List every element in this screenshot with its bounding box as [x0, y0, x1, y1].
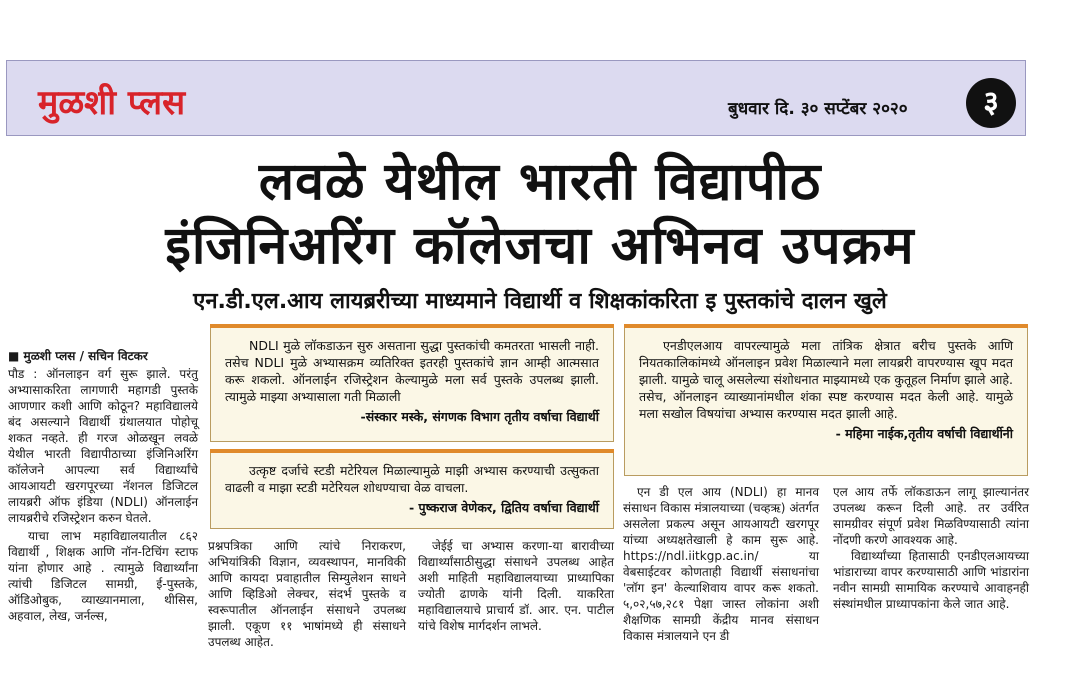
article-column-1 — [8, 348, 198, 626]
quote-text: एनडीएलआय वापरल्यामुळे मला तांत्रिक क्षेत्रात बरीच पुस्तके आणि नियतकालिकांमध्ये ऑनलाइन प्रवेश मिळाल्याने मला लायब्ररी वापरण्यास खूप मदत झाली. यामुळे चालू असलेल्या संशोधनात माझ्यामध्ये एक कुतूहल निर्माण झाले आहे. तसेच, ऑनलाइन व्याख्यानांमधील शंका स्पष्ट करण्यास मदत केली आहे. यामुळे मला सखोल विषयांचा अभ्यास करण्यास मदत झाली आहे. — [639, 338, 1013, 421]
quote-box — [624, 324, 1028, 476]
quote-author: - महिमा नाईक,तृतीय वर्षाची विद्यार्थीनी — [835, 426, 1013, 441]
page-number-badge: ३ — [966, 78, 1016, 128]
quote-author: - पुष्कराज वेणेकर, द्वितिय वर्षाचा विद्यार्थी — [408, 500, 599, 515]
quote-box — [210, 324, 614, 442]
newspaper-brand: मुळशी प्लस — [38, 83, 186, 123]
quote-text: उत्कृष्ट दर्जाचे स्टडी मटेरियल मिळाल्यामुळे माझी अभ्यास करण्याची उत्सुकता वाढली व माझा स्टडी मटेरियल शोधण्याचा वेळ वाचला. — [225, 463, 599, 495]
quote-box — [210, 449, 614, 529]
article-byline: ■ मुळशी प्लस / सचिन विटकर — [8, 349, 148, 363]
article-column-4: एन डी एल आय (NDLI) हा मानव संसाधन विकास मंत्रालयाच्या (चव्हऋ) अंतर्गत असलेला प्रकल्प असून आयआयटी खरगपूर यांच्या अध्यक्षतेखाली हे काम सुरू आहे. https://ndl.iitkgp.ac.in/ या वेबसाईटवर कोणताही विद्यार्थी संसाधनांचा 'लॉग इन' केल्याशिवाय वापर करू शकतो. ५,०२,५७,२८१ पेक्षा जास्त लोकांना अशी शैक्षणिक सामग्री केंद्रीय मानव संसाधन विकास मंत्रालयाने एन डी — [623, 485, 819, 643]
article-column-2: प्रश्नपत्रिका आणि त्यांचे निराकरण, अभियांत्रिकी विज्ञान, व्यवस्थापन, मानविकी आणि कायदा प्रवाहातील सिम्युलेशन साधने आणि व्हिडिओ लेक्चर, संदर्भ पुस्तके व स्वरूपातील ऑनलाईन संसाधने उपलब्ध झाली. एकूण ११ भाषांमध्ये ही संसाधने उपलब्ध आहेत. — [208, 539, 406, 649]
subheadline: एन.डी.एल.आय लायब्ररीच्या माध्यमाने विद्यार्थी व शिक्षकांकरिता इ पुस्तकांचे दालन खुले — [193, 289, 887, 314]
article-paragraph: याचा लाभ महाविद्यालयातील ८६२ विद्यार्थी , शिक्षक आणि नॉन-टिचिंग स्टाफ यांना होणार आहे . त्यामुळे विद्यार्थ्यांना त्यांची डिजिटल सामग्री, ई-पुस्तके, ऑडिओबुक, व्याख्यानमाला, थीसिस, अहवाल, लेख, जर्नल्स, — [8, 529, 198, 623]
quote-author: -संस्कार मस्के, संगणक विभाग तृतीय वर्षाचा विद्यार्थी — [360, 409, 599, 424]
article-column-3: जेईई चा अभ्यास करणा-या बारावीच्या विद्यार्थ्यांसाठीसुद्धा संसाधने उपलब्ध आहेत अशी माहिती महाविद्यालयाच्या प्राध्यापिका ज्योती ढाणके यांनी दिली. याकरिता महाविद्यालयाचे प्राचार्य डॉ. आर. एन. पाटील यांचे विशेष मार्गदर्शन लाभले. — [418, 539, 614, 633]
quote-text: NDLI मुळे लॉकडाऊन सुरु असताना सुद्धा पुस्तकांची कमतरता भासली नाही. तसेच NDLI मुळे अभ्यासक्रम व्यतिरिक्त इतरही पुस्तकांचे ज्ञान आम्ही आत्मसात करू शकलो. ऑनलाईन रजिस्ट्रेशन केल्यामुळे मला सर्व पुस्तके उपलब्ध झाली. त्यामुळे माझ्या अभ्यासाला गती मिळाली — [225, 338, 599, 404]
article-paragraph: पौड : ऑनलाइन वर्ग सुरू झाले. परंतु अभ्यासाकरिता लागणारी महागडी पुस्तके आणणार कशी आणि कोठून? महाविद्यालये बंद असल्याने विद्यार्थी ग्रंथालयात पोहोचू शकत नव्हते. ही गरज ओळखून लवळे येथील भारती विद्यापीठाच्या इंजिनिअरिंग कॉलेजने आपल्या सर्व विद्यार्थ्यांचे आयआयटी खरगपूरच्या नॅशनल डिजिटल लायब्ररी ऑफ इंडिया (NDLI) ऑनलाईन लायब्ररीचे रजिस्ट्रेशन करुन घेतले. — [8, 367, 198, 525]
dateline: बुधवार दि. ३० सप्टेंबर २०२० — [728, 99, 908, 119]
headline-line-1: लवळे येथील भारती विद्यापीठ — [258, 152, 822, 212]
article-paragraph: विद्यार्थ्यांच्या हितासाठी एनडीएलआयच्या भांडाराच्या वापर करण्यासाठी आणि भांडारांना नवीन सामग्री सामायिक करण्याचे आवाहनही संस्थांमधील प्राध्यापकांना केले जात आहे. — [833, 549, 1029, 611]
article-column-5 — [833, 484, 1029, 612]
headline-line-2: इंजिनिअरिंग कॉलेजचा अभिनव उपक्रम — [165, 216, 915, 276]
article-paragraph: एल आय तर्फे लॉकडाऊन लागू झाल्यानंतर उपलब्ध करून दिली आहे. तर उर्वरित सामग्रीवर संपूर्ण प्रवेश मिळविण्यासाठी त्यांना नोंदणी करणे आवश्यक आहे. — [833, 485, 1029, 547]
